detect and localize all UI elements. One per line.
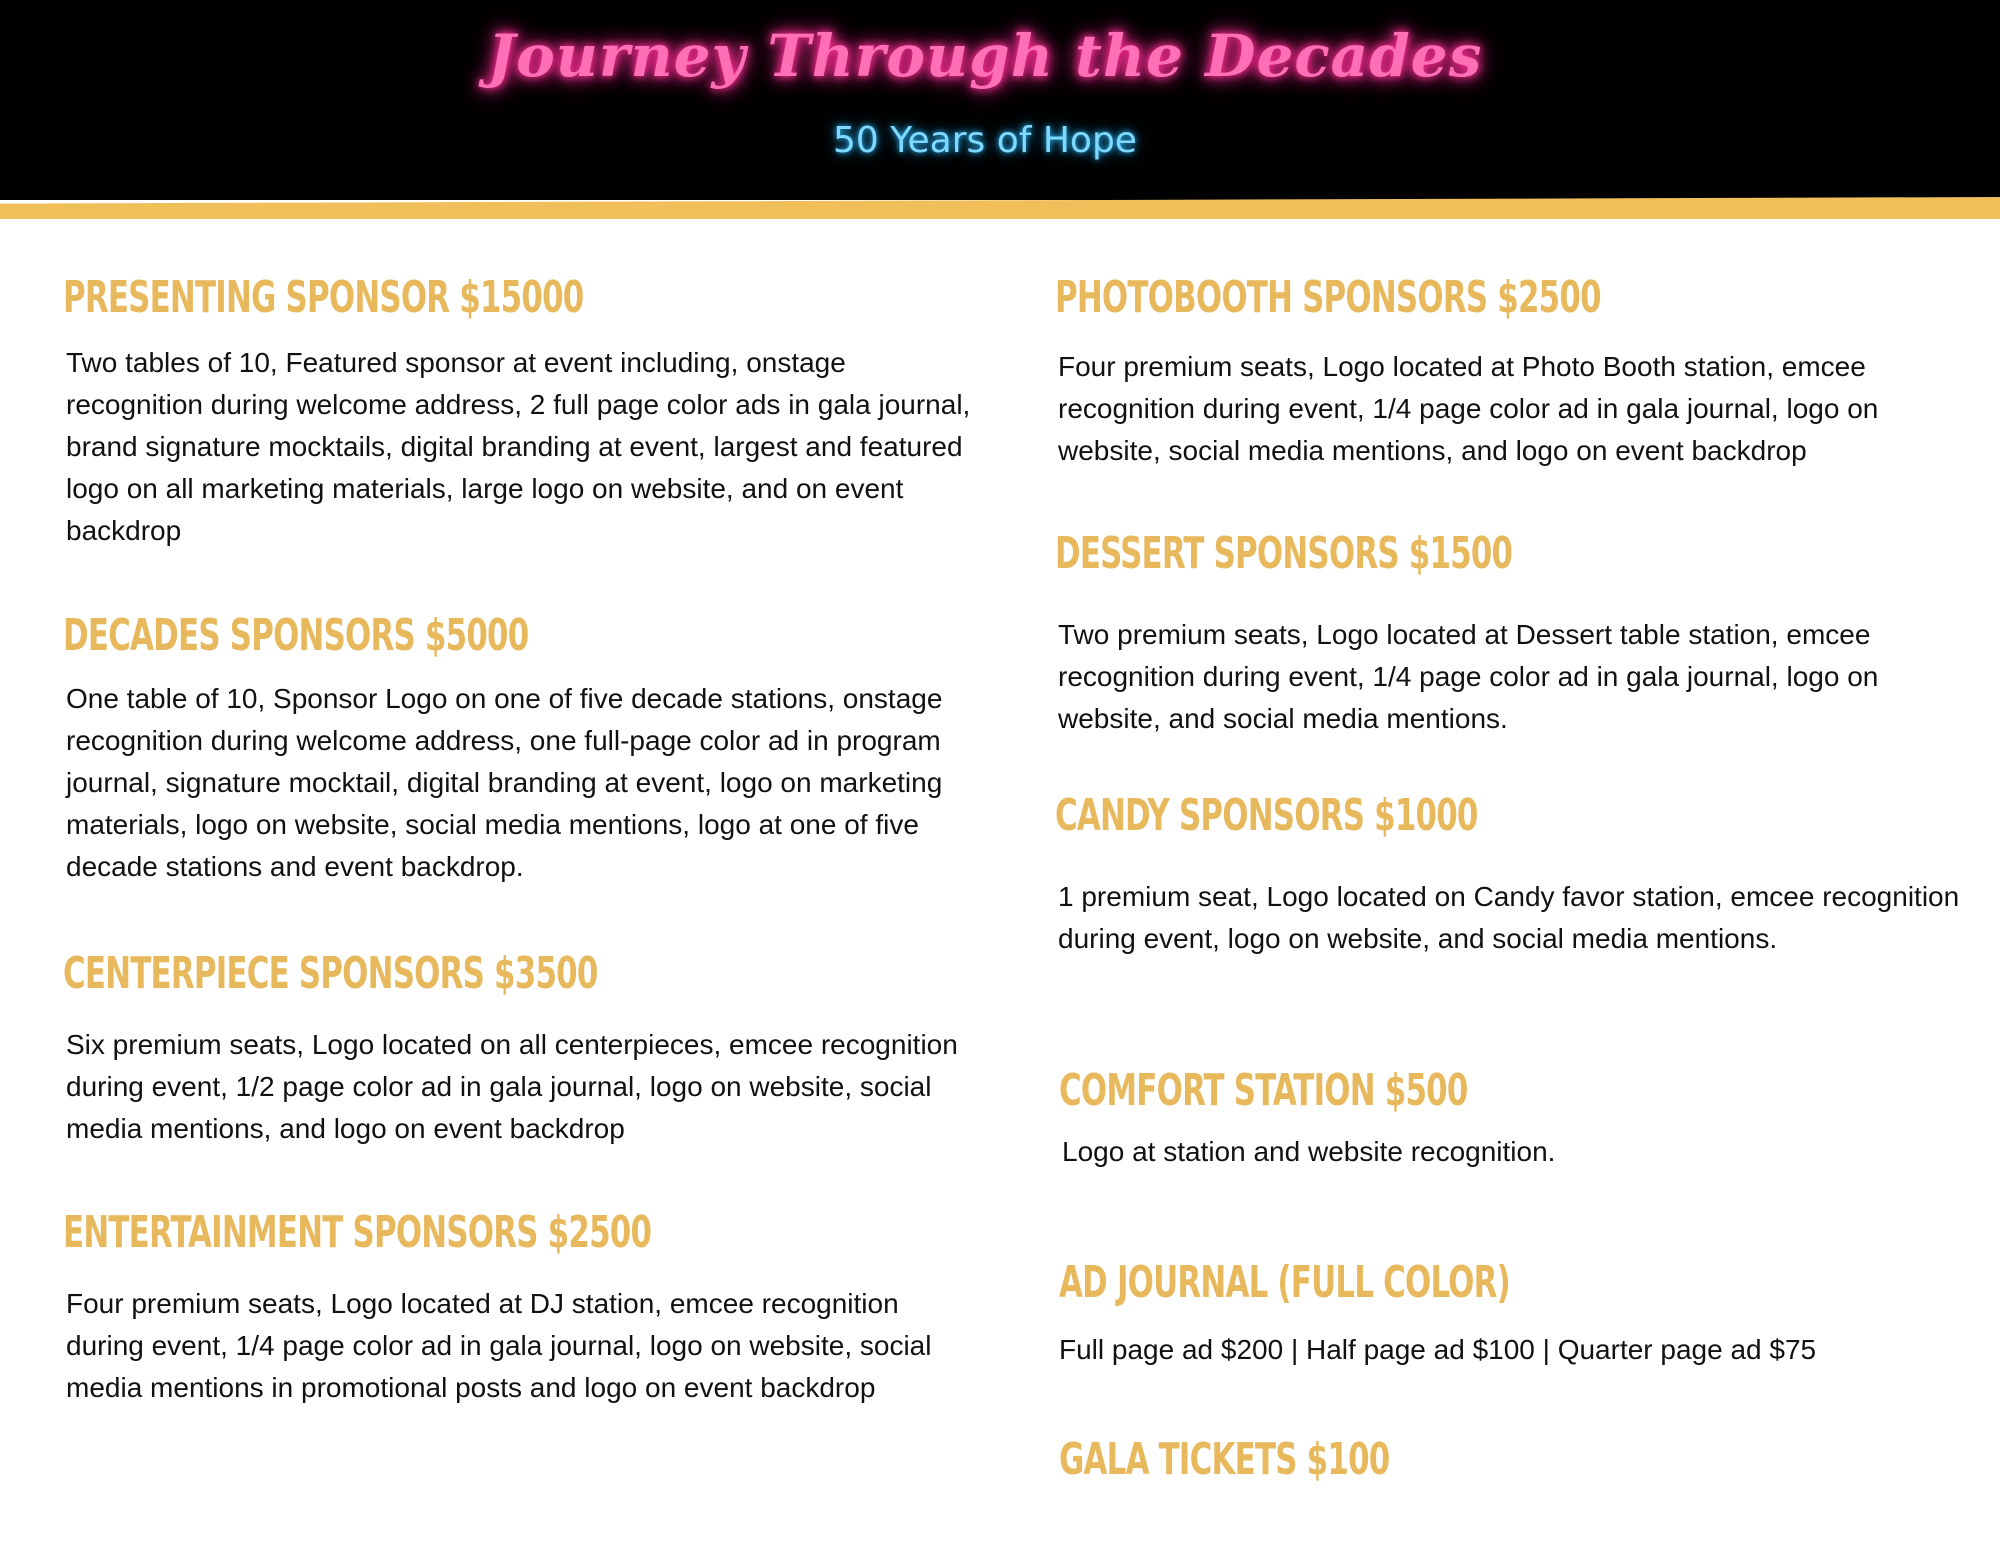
section-heading: AD JOURNAL (FULL COLOR) (1059, 1257, 1510, 1308)
sponsor-section-decades (63, 608, 983, 888)
section-heading: CENTERPIECE SPONSORS $3500 (63, 948, 598, 999)
section-heading: PRESENTING SPONSOR $15000 (63, 272, 584, 323)
section-description: Two premium seats, Logo located at Dessert table station, emcee recognition during event, 1/4 page color ad in gala journal, logo on website, and social media mentions. (1058, 619, 1879, 734)
sponsor-section-centerpiece (63, 946, 983, 1150)
sponsor-section-ad-journal (1059, 1255, 1969, 1371)
section-description: Four premium seats, Logo located at Photo Booth station, emcee recognition during event, 1/4 page color ad in gala journal, logo on website, social media mentions, and logo on event backdrop (1058, 351, 1879, 466)
sponsor-section-presenting (63, 270, 983, 552)
section-heading: DECADES SPONSORS $5000 (63, 610, 529, 661)
section-description: Full page ad $200 | Half page ad $100 | Quarter page ad $75 (1059, 1334, 1817, 1365)
section-heading: GALA TICKETS $100 (1059, 1434, 1390, 1485)
section-description: Logo at station and website recognition. (1062, 1136, 1556, 1167)
sponsor-section-dessert (1055, 526, 1965, 740)
section-description: 1 premium seat, Logo located on Candy favor station, emcee recognition during event, logo on website, and social media mentions. (1058, 881, 1960, 954)
section-heading: PHOTOBOOTH SPONSORS $2500 (1055, 272, 1601, 323)
sponsor-section-gala-tickets (1059, 1432, 1969, 1488)
sponsor-section-photobooth (1055, 270, 1965, 472)
section-heading: COMFORT STATION $500 (1059, 1065, 1468, 1116)
sponsor-section-candy (1055, 788, 1965, 960)
sponsor-section-entertainment (63, 1205, 983, 1409)
section-description: Six premium seats, Logo located on all centerpieces, emcee recognition during event, 1/2 page color ad in gala journal, logo on website, social media mentions, and logo on event backdrop (66, 1029, 958, 1144)
sponsor-section-comfort (1059, 1063, 1969, 1173)
section-heading: CANDY SPONSORS $1000 (1055, 790, 1478, 841)
section-description: Two tables of 10, Featured sponsor at event including, onstage recognition during welcome address, 2 full page color ads in gala journal, brand signature mocktails, digital branding at event, largest and featured logo on all marketing materials, large logo on website, and on event backdrop (66, 347, 971, 546)
section-description: Four premium seats, Logo located at DJ station, emcee recognition during event, 1/4 page color ad in gala journal, logo on website, social media mentions in promotional posts and logo on event backdrop (66, 1288, 932, 1403)
page-subtitle: 50 Years of Hope (833, 120, 1137, 161)
page-title: Journey Through the Decades (487, 22, 1483, 90)
header-banner (0, 0, 2000, 200)
section-heading: ENTERTAINMENT SPONSORS $2500 (63, 1207, 652, 1258)
gold-divider-band (0, 197, 2000, 219)
section-heading: DESSERT SPONSORS $1500 (1055, 528, 1513, 579)
section-description: One table of 10, Sponsor Logo on one of five decade stations, onstage recognition during welcome address, one full-page color ad in program journal, signature mocktail, digital branding at event, logo on marketing materials, logo on website, social media mentions, logo at one of five decade stations and event backdrop. (66, 683, 943, 882)
